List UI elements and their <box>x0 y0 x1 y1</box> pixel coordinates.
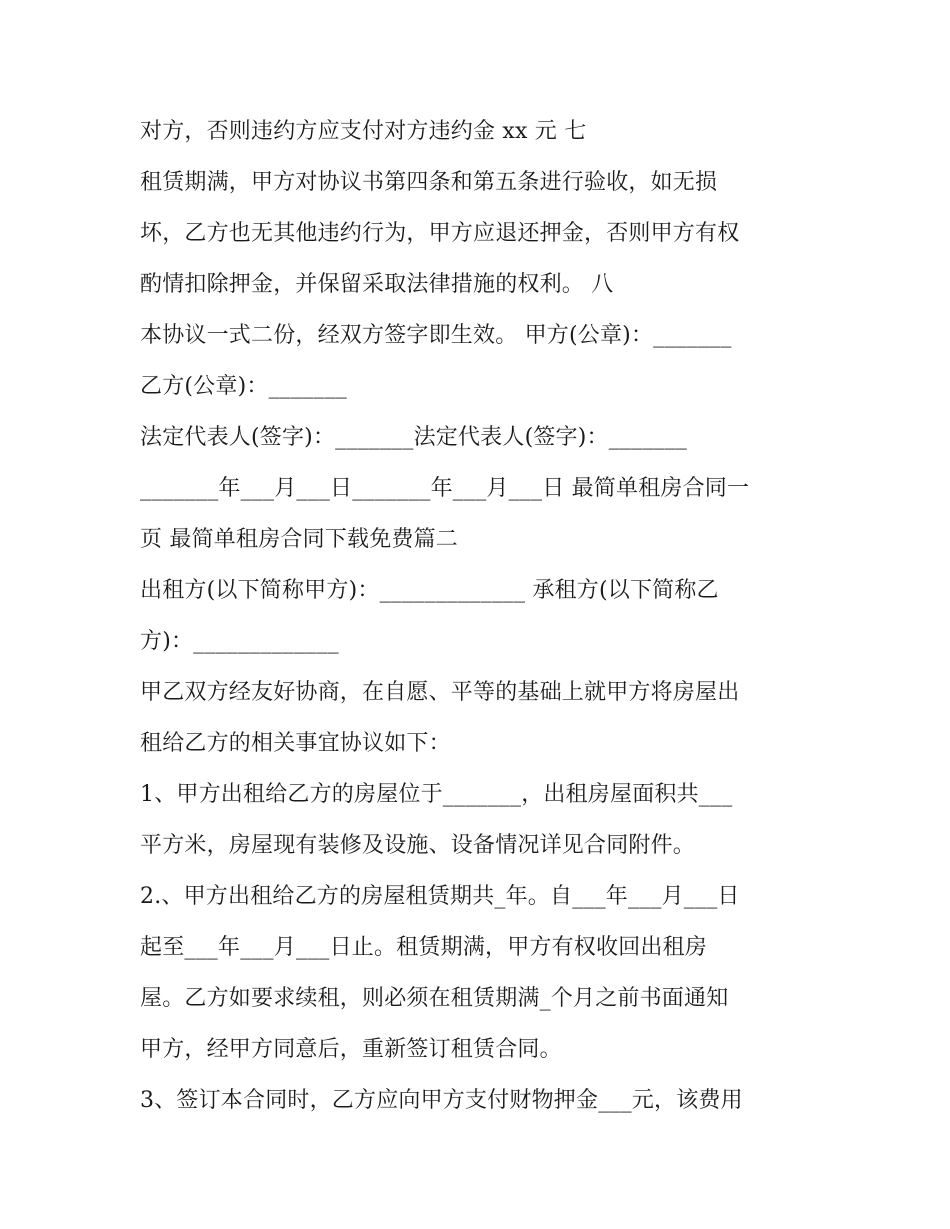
text-line: 租给乙方的相关事宜协议如下： <box>140 731 451 756</box>
text-line: 2.、甲方出租给乙方的房屋租赁期共_年。自___年___月___日 <box>140 884 740 909</box>
text-line: 起至___年___月___日止。租赁期满，甲方有权收回出租房 <box>140 935 708 960</box>
text-line: 坏，乙方也无其他违约行为，甲方应退还押金，否则甲方有权 <box>140 221 740 246</box>
text-line: 甲乙双方经友好协商，在自愿、平等的基础上就甲方将房屋出 <box>140 680 740 705</box>
text-line: 1、甲方出租给乙方的房屋位于_______，出租房屋面积共___ <box>140 782 733 807</box>
text-line: 租赁期满，甲方对协议书第四条和第五条进行验收，如无损 <box>140 170 718 195</box>
text-line: _______年___月___日_______年___月___日 最简单租房合同一 <box>140 476 750 501</box>
document-body <box>140 106 820 1126</box>
text-line: 本协议一式二份，经双方签字即生效。 甲方(公章)：_______ <box>140 323 732 348</box>
text-line: 平方米，房屋现有装修及设施、设备情况详见合同附件。 <box>140 833 696 858</box>
text-line: 甲方，经甲方同意后，重新签订租赁合同。 <box>140 1037 562 1062</box>
text-line: 方)：_____________ <box>140 629 339 654</box>
text-line: 页 最简单租房合同下载免费篇二 <box>140 527 458 552</box>
text-line: 法定代表人(签字)：_______法定代表人(签字)：_______ <box>140 425 688 450</box>
text-line: 乙方(公章)：_______ <box>140 374 347 399</box>
text-line: 对方，否则违约方应支付对方违约金 xx 元 七 <box>140 119 587 144</box>
text-line: 出租方(以下简称甲方)：_____________ 承租方(以下简称乙 <box>140 578 719 603</box>
text-line: 酌情扣除押金，并保留采取法律措施的权利。 八 <box>140 272 614 297</box>
text-line: 屋。乙方如要求续租，则必须在租赁期满_个月之前书面通知 <box>140 986 729 1011</box>
text-line: 3、签订本合同时，乙方应向甲方支付财物押金___元，该费用 <box>140 1088 743 1113</box>
